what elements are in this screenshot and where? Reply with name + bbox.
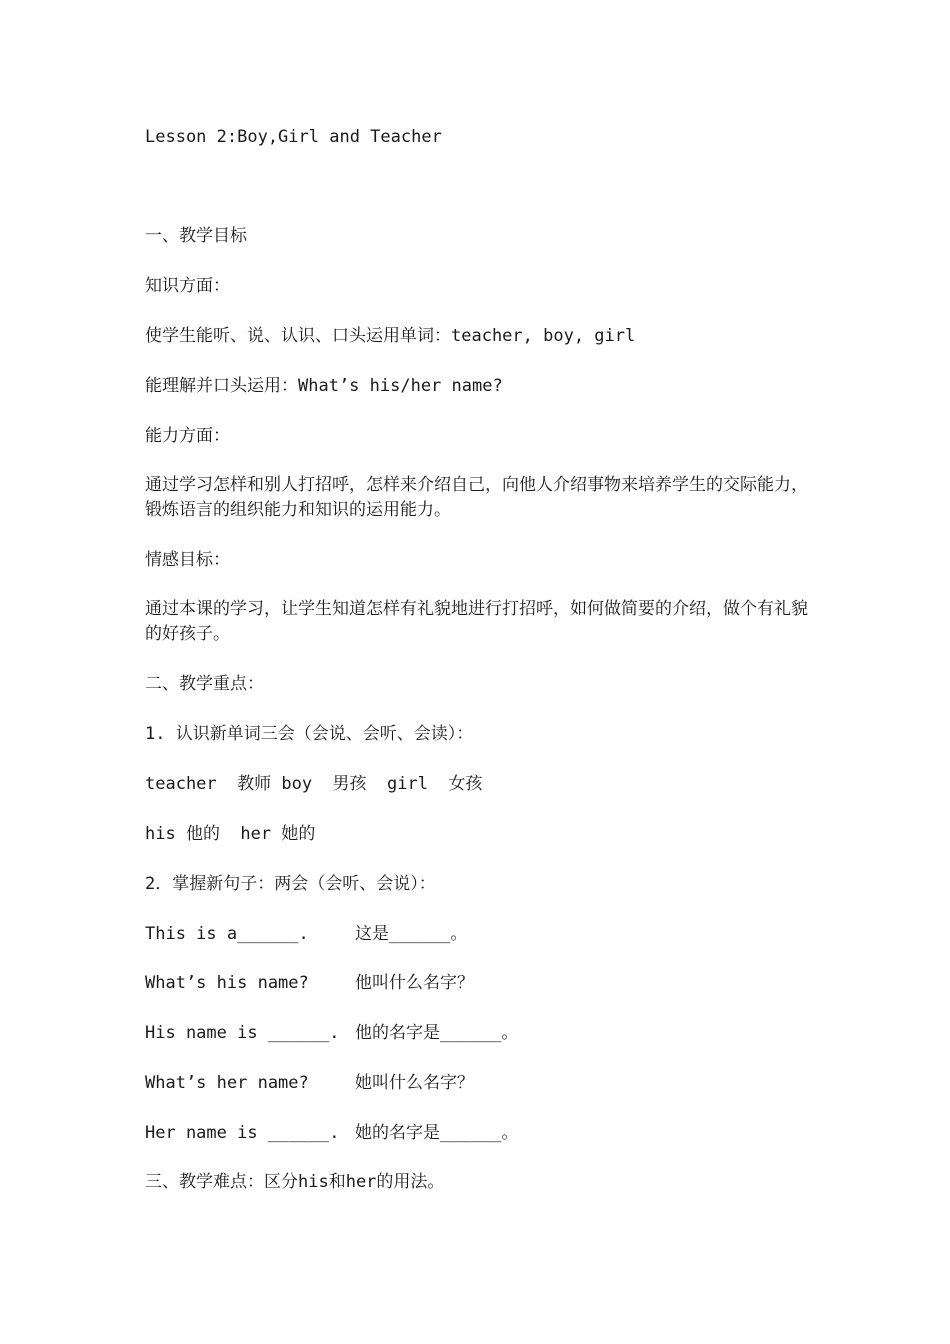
- sentence-en: What’s her name?: [145, 1073, 309, 1093]
- knowledge-label: 知识方面：: [145, 276, 230, 296]
- ability-paragraph: 通过学习怎样和别人打招呼，怎样来介绍自己，向他人介绍事物来培养学生的交际能力，锻炼语言的组织能力和知识的运用能力。: [145, 475, 808, 520]
- key-point-1: 1. 认识新单词三会（会说、会听、会读）：: [145, 724, 474, 744]
- emotion-label: 情感目标：: [145, 550, 230, 570]
- section-heading-key-points: 二、教学重点：: [145, 674, 264, 694]
- section-heading-objectives: 一、教学目标: [145, 226, 247, 246]
- sentence-en: Her name is ______.: [145, 1123, 340, 1143]
- sentence-zh: 他叫什么名字？: [355, 973, 474, 993]
- knowledge-item-sentence: 能理解并口头运用：What’s his/her name?: [145, 376, 503, 396]
- emotion-paragraph: 通过本课的学习，让学生知道怎样有礼貌地进行打招呼，如何做简要的介绍，做个有礼貌的好孩子。: [145, 599, 808, 644]
- sentence-zh: 她的名字是______。: [355, 1123, 519, 1143]
- sentence-en: This is a______.: [145, 924, 309, 944]
- sentence-en: His name is ______.: [145, 1023, 340, 1043]
- sentence-zh: 她叫什么名字？: [355, 1073, 474, 1093]
- lesson-title: Lesson 2:Boy,Girl and Teacher: [145, 127, 442, 147]
- knowledge-item-words: 使学生能听、说、认识、口头运用单词：teacher, boy, girl: [145, 326, 636, 346]
- sentence-zh: 这是______。: [355, 924, 468, 944]
- sentence-en: What’s his name?: [145, 973, 309, 993]
- vocabulary-line-2: his 他的 her 她的: [145, 824, 316, 844]
- section-heading-difficulties: 三、教学难点：区分his和her的用法。: [145, 1172, 445, 1192]
- sentence-zh: 他的名字是______。: [355, 1023, 519, 1043]
- ability-label: 能力方面：: [145, 426, 230, 446]
- vocabulary-line-1: teacher 教师 boy 男孩 girl 女孩: [145, 774, 483, 794]
- key-point-2: 2．掌握新句子：两会（会听、会说）：: [145, 874, 436, 894]
